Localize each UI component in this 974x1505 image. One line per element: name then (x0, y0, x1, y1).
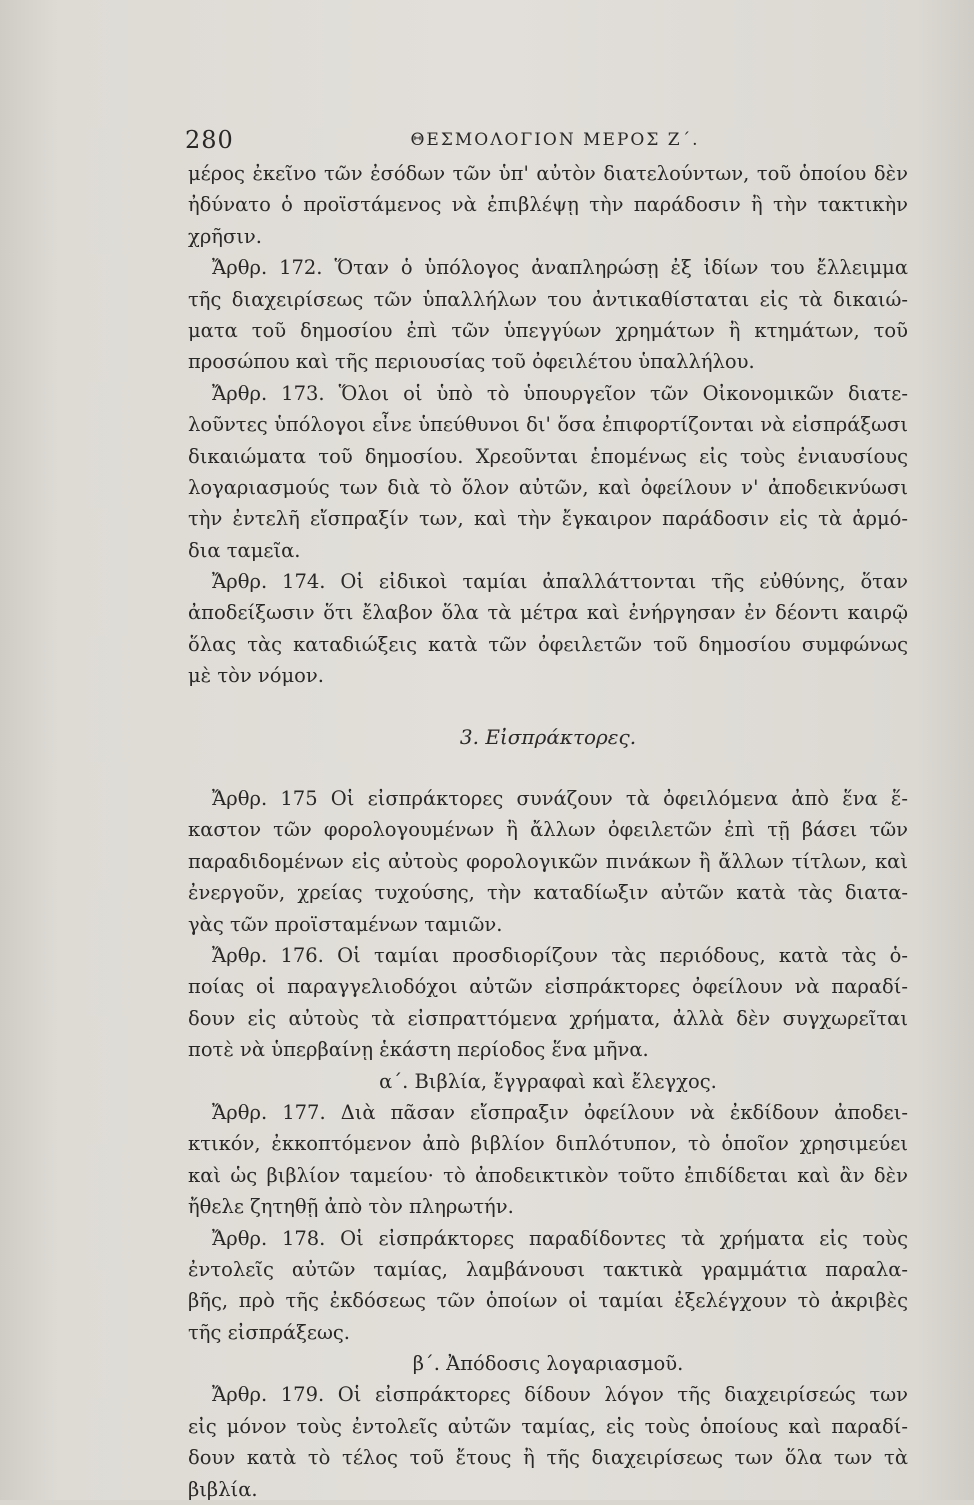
text-line: ποίας οἱ παραγγελιοδόχοι αὐτῶν εἰσπράκτορες ὀφείλουν νὰ παραδί- (188, 975, 908, 999)
article-172: Ἄρθρ. 172. Ὅταν ὁ ὑπόλογος ἀναπληρώσῃ ἐξ ἰδίων του ἔλλειμμα (212, 256, 908, 280)
text-line: λογαριασμούς των διὰ τὸ ὅλον αὐτῶν, καὶ ὀφείλουν ν' ἀποδεικνύωσι (188, 475, 908, 499)
text-line: βιβλία. (188, 1477, 258, 1501)
text-line: καστον τῶν φορολογουμένων ἢ ἄλλων ὀφειλετῶν ἐπὶ τῇ βάσει τῶν (188, 818, 908, 842)
text-line: ποτὲ νὰ ὑπερβαίνῃ ἑκάστη περίοδος ἕνα μῆνα. (188, 1038, 649, 1062)
text-line: ἐνεργοῦν, χρείας τυχούσης, τὴν καταδίωξιν αὐτῶν κατὰ τὰς διατα- (188, 881, 908, 905)
text-line: δουν εἰς αὐτοὺς τὰ εἰσπραττόμενα χρήματα, ἀλλὰ δὲν συγχωρεῖται (188, 1006, 908, 1030)
subheading-books: α΄. Βιβλία, ἔγγραφαὶ καὶ ἔλεγχος. (379, 1069, 717, 1093)
page-number: 280 (185, 126, 234, 154)
text-line: τῆς διαχειρίσεως τῶν ὑπαλλήλων του ἀντικαθίσταται εἰς τὰ δικαιώ- (188, 287, 908, 311)
subheading-accounts: β΄. Ἀπόδοσις λογαριασμοῦ. (412, 1352, 684, 1376)
text-line: τῆς εἰσπράξεως. (188, 1320, 350, 1344)
spacer (188, 753, 908, 783)
text-line: δια ταμεῖα. (188, 538, 301, 562)
text-line: κτικόν, ἐκκοπτόμενον ἀπὸ βιβλίον διπλότυπον, τὸ ὁποῖον χρησιμεύει (188, 1132, 908, 1156)
article-173: Ἄρθρ. 173. Ὅλοι οἱ ὑπὸ τὸ ὑπουργεῖον τῶν Οἰκονομικῶν διατε- (212, 381, 908, 405)
text-line: ὅλας τὰς καταδιώξεις κατὰ τῶν ὀφειλετῶν τοῦ δημοσίου συμφώνως (188, 632, 908, 656)
article-174: Ἄρθρ. 174. Οἱ εἰδικοὶ ταμίαι ἀπαλλάττονται τῆς εὐθύνης, ὅταν (212, 570, 908, 594)
text-line: παραδιδομένων εἰς αὐτοὺς φορολογικῶν πινάκων ἢ ἄλλων τίτλων, καὶ (188, 849, 908, 873)
text-line: ἀποδείξωσιν ὅτι ἔλαβον ὅλα τὰ μέτρα καὶ ἐνήργησαν ἐν δέοντι καιρῷ (188, 601, 908, 625)
article-175: Ἄρθρ. 175 Οἱ εἰσπράκτορες συνάζουν τὰ ὀφειλόμενα ἀπὸ ἕνα ἕ- (212, 787, 908, 811)
text-line: ἠδύνατο ὁ προϊστάμενος νὰ ἐπιβλέψῃ τὴν παράδοσιν ἢ τὴν τακτικὴν (188, 193, 908, 217)
text-line: μέρος ἐκεῖνο τῶν ἐσόδων τῶν ὑπ' αὐτὸν διατελούντων, τοῦ ὁποίου δὲν (188, 162, 908, 185)
section-heading: 3. Εἰσπράκτορες. (459, 724, 637, 749)
article-179: Ἄρθρ. 179. Οἱ εἰσπράκτορες δίδουν λόγον τῆς διαχειρίσεώς των (212, 1383, 908, 1407)
text-line: ἤθελε ζητηθῇ ἀπὸ τὸν πληρωτήν. (188, 1195, 514, 1219)
text-line: χρῆσιν. (188, 224, 262, 248)
page-header (185, 126, 925, 160)
text-line: μὲ τὸν νόμον. (188, 664, 324, 688)
text-line: δικαιώματα τοῦ δημοσίου. Χρεοῦνται ἑπομένως εἰς τοὺς ἐνιαυσίους (188, 444, 908, 468)
text-line: καὶ ὡς βιβλίον ταμείου· τὸ ἀποδεικτικὸν τοῦτο ἐπιδίδεται καὶ ἂν δὲν (188, 1163, 908, 1187)
text-line: λοῦντες ὑπόλογοι εἶνε ὑπεύθυνοι δι' ὅσα ἐπιφορτίζονται νὰ εἰσπράξωσι (188, 413, 908, 437)
article-177: Ἄρθρ. 177. Διὰ πᾶσαν εἴσπραξιν ὀφείλουν νὰ ἐκδίδουν ἀποδει- (212, 1100, 908, 1124)
running-title: ΘΕΣΜΟΛΟΓΙΟΝ ΜΕΡΟΣ Ζ΄. (410, 130, 700, 150)
article-176: Ἄρθρ. 176. Οἱ ταμίαι προσδιορίζουν τὰς περιόδους, κατὰ τὰς ὁ- (212, 943, 908, 967)
article-178: Ἄρθρ. 178. Οἱ εἰσπράκτορες παραδίδοντες τὰ χρήματα εἰς τοὺς (212, 1226, 908, 1250)
text-line: εἰς μόνον τοὺς ἐντολεῖς αὐτῶν ταμίας, εἰς τοὺς ὁποίους καὶ παραδί- (188, 1414, 908, 1438)
text-line: ἐντολεῖς αὐτῶν ταμίας, λαμβάνουσι τακτικὰ γραμμάτια παραλα- (188, 1257, 908, 1281)
text-line: προσώπου καὶ τῆς περιουσίας τοῦ ὀφειλέτου ὑπαλλήλου. (188, 350, 755, 374)
text-line: τὴν ἐντελῆ εἴσπραξίν των, καὶ τὴν ἔγκαιρον παράδοσιν εἰς τὰ ἁρμό- (188, 507, 908, 531)
text-line: δουν κατὰ τὸ τέλος τοῦ ἔτους ἢ τῆς διαχειρίσεως των ὅλα των τὰ (188, 1446, 908, 1470)
text-line: βῆς, πρὸ τῆς ἐκδόσεως τῶν ὁποίων οἱ ταμίαι ἐξελέγχουν τὸ ἀκριβὲς (188, 1289, 908, 1313)
text-line: ματα τοῦ δημοσίου ἐπὶ τῶν ὑπεγγύων χρημάτων ἢ κτημάτων, τοῦ (188, 318, 908, 342)
text-line: γὰς τῶν προϊσταμένων ταμιῶν. (188, 912, 503, 936)
body-text (188, 158, 908, 1505)
spacer (188, 692, 908, 722)
